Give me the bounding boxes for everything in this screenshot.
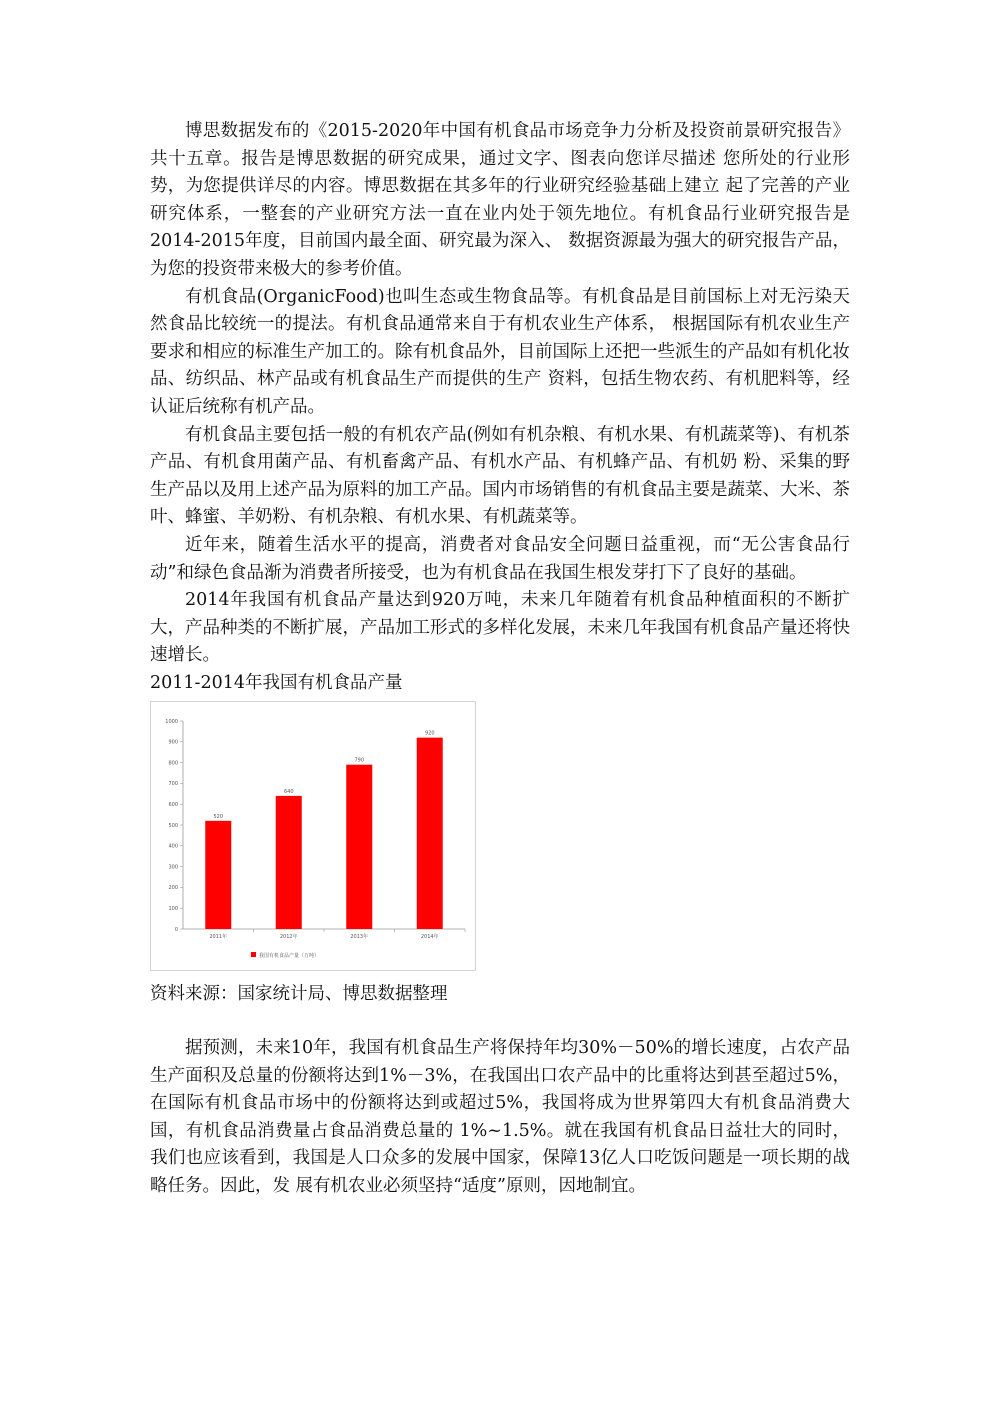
y-tick-label: 500 bbox=[168, 823, 178, 830]
paragraph-output: 2014年我国有机食品产量达到920万吨，未来几年随着有机食品种植面积的不断扩大，产品种类的不断扩展，产品加工形式的多样化发展，未来几年我国有机食品产量还将快速增长。 bbox=[150, 590, 850, 666]
paragraph-products: 有机食品主要包括一般的有机农产品(例如有机杂粮、有机水果、有机蔬菜等)、有机茶产品、有机食用菌产品、有机畜禽产品、有机水产品、有机蜂产品、有机奶 粉、采集的野生产品以及用上述产品为原料的加工产品。国内市场销售的有机食品主要是蔬菜、大米、茶叶、蜂蜜、羊奶粉、有机杂粮、有机水果、有机蔬菜等。 bbox=[150, 424, 850, 528]
x-tick-label: 2014年 bbox=[420, 934, 439, 941]
y-tick-label: 700 bbox=[168, 781, 178, 788]
bar-chart-svg bbox=[151, 702, 475, 970]
y-tick-label: 100 bbox=[168, 906, 178, 913]
y-tick-label: 0 bbox=[174, 927, 178, 934]
bar-data-label: 790 bbox=[354, 758, 365, 765]
y-tick-label: 600 bbox=[168, 802, 178, 809]
paragraph-forecast: 据预测，未来10年，我国有机食品生产将保持年均30%－50%的增长速度，占农产品生产面积及总量的份额将达到1%－3%，在我国出口农产品中的比重将达到甚至超过5%，在国际有机食品市场中的份额将达到或超过5%，我国将成为世界第四大有机食品消费大国，有机食品消费量占食品消费总量的 1%~1.5%。就在我国有机食品日益壮大的同时，我们也应该看到，我国是人口众多的发展中国家，保障13亿人口吃饭问题是一项长期的战略任务。因此，发 展有机农业必须坚持“适度”原则，因地制宜。 bbox=[150, 1038, 850, 1197]
x-tick-label: 2012年 bbox=[279, 934, 298, 941]
x-tick-label: 2011年 bbox=[209, 934, 228, 941]
legend-swatch bbox=[251, 952, 256, 957]
bar bbox=[346, 765, 372, 929]
bar-data-label: 640 bbox=[283, 789, 294, 796]
y-tick-label: 800 bbox=[168, 760, 178, 767]
bar-chart bbox=[150, 701, 476, 971]
bar bbox=[205, 821, 231, 929]
y-tick-label: 1000 bbox=[165, 719, 178, 726]
bar-data-label: 920 bbox=[424, 731, 435, 738]
source-note: 资料来源：国家统计局、博思数据整理 bbox=[150, 984, 448, 1005]
y-tick-label: 900 bbox=[168, 740, 178, 747]
bar bbox=[276, 796, 302, 929]
x-tick-label: 2013年 bbox=[350, 934, 369, 941]
y-tick-label: 200 bbox=[168, 885, 178, 892]
document-body bbox=[150, 118, 850, 1201]
bar-data-label: 520 bbox=[213, 814, 224, 821]
bar bbox=[417, 738, 443, 929]
y-tick-label: 300 bbox=[168, 864, 178, 871]
y-tick-label: 400 bbox=[168, 844, 178, 851]
paragraph-definition: 有机食品(OrganicFood)也叫生态或生物食品等。有机食品是目前国标上对无污染天然食品比较统一的提法。有机食品通常来自于有机农业生产体系， 根据国际有机农业生产要求和相应的标准生产加工的。除有机食品外，目前国际上还把一些派生的产品如有机化妆品、纺织品、林产品或有机食品生产而提供的生产 资料，包括生物农药、有机肥料等，经认证后统称有机产品。 bbox=[150, 286, 850, 417]
paragraph-trend: 近年来，随着生活水平的提高，消费者对食品安全问题日益重视，而“无公害食品行动”和绿色食品渐为消费者所接受，也为有机食品在我国生根发芽打下了良好的基础。 bbox=[150, 534, 850, 583]
chart-caption: 2011-2014年我国有机食品产量 bbox=[150, 672, 403, 693]
legend-label: 我国有机食品产量（万吨） bbox=[259, 953, 320, 960]
paragraph-intro: 博思数据发布的《2015-2020年中国有机食品市场竞争力分析及投资前景研究报告》共十五章。报告是博思数据的研究成果，通过文字、图表向您详尽描述 您所处的行业形势，为您提供详尽的内容。博思数据在其多年的行业研究经验基础上建立 起了完善的产业研究体系，一整套的产业研究方法一直在业内处于领先地位。有机食品行业研究报告是2014-2015年度，目前国内最全面、研究最为深入、 数据资源最为强大的研究报告产品，为您的投资带来极大的参考价值。 bbox=[150, 121, 850, 279]
